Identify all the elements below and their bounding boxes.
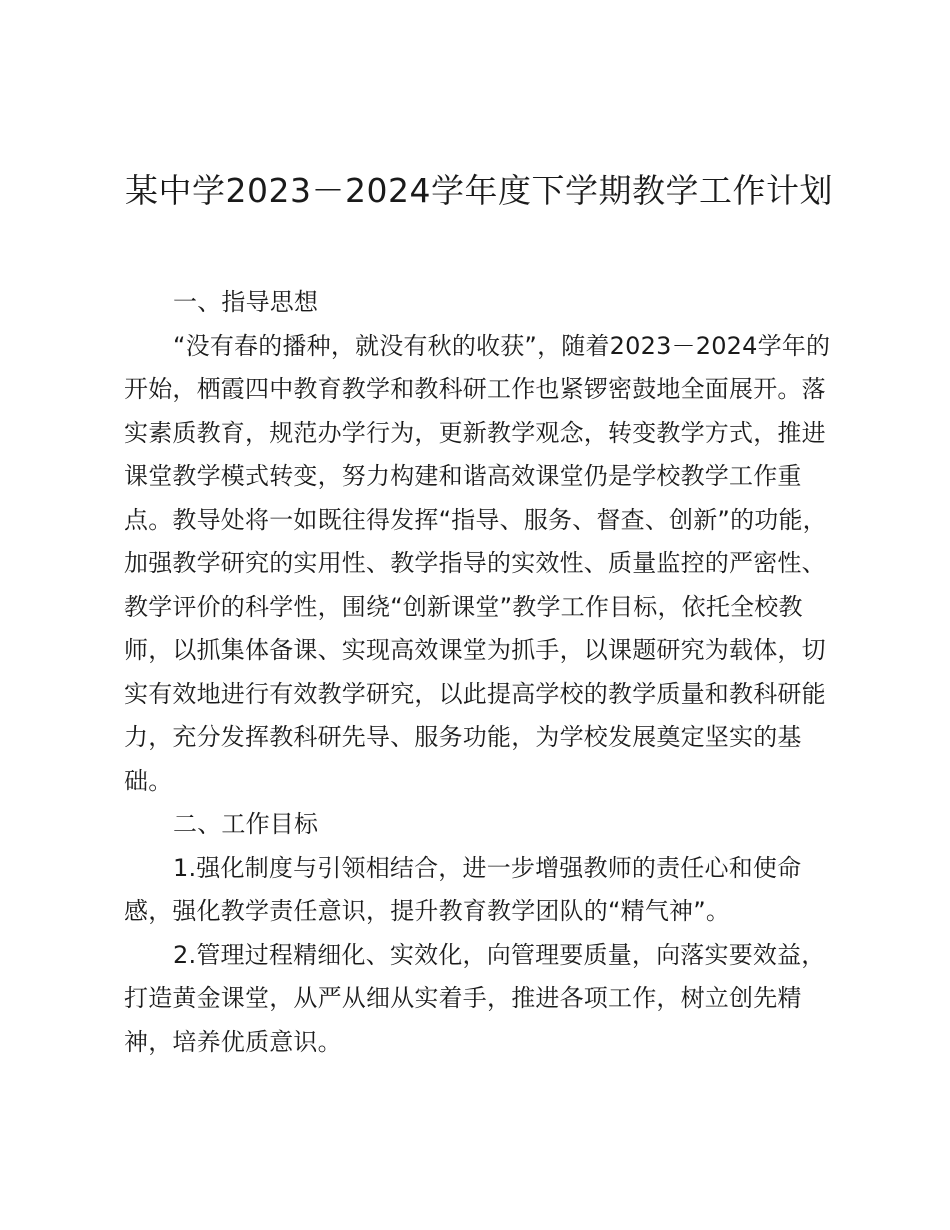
document-body	[124, 281, 836, 1064]
section-heading-guiding-ideology: 一、指导思想	[173, 288, 319, 316]
document-title: 某中学2023－2024学年度下学期教学工作计划	[125, 171, 833, 210]
paragraph-goal-2: 2.管理过程精细化、实效化，向管理要质量，向落实要效益，打造黄金课堂，从严从细从实着手，推进各项工作，树立创先精神，培养优质意识。	[124, 940, 826, 1056]
paragraph-guiding-ideology: “没有春的播种，就没有秋的收获”，随着2023－2024学年的开始，栖霞四中教育教学和教科研工作也紧锣密鼓地全面展开。落实素质教育，规范办学行为，更新教学观念，转变教学方式，推进课堂教学模式转变，努力构建和谐高效课堂仍是学校教学工作重点。教导处将一如既往得发挥“指导、服务、督查、创新”的功能，加强教学研究的实用性、教学指导的实效性、质量监控的严密性、教学评价的科学性，围绕“创新课堂”教学工作目标，依托全校教师，以抓集体备课、实现高效课堂为抓手，以课题研究为载体，切实有效地进行有效教学研究，以此提高学校的教学质量和教科研能力，充分发挥教科研先导、服务功能，为学校发展奠定坚实的基础。	[124, 331, 831, 795]
section-heading-work-goals: 二、工作目标	[173, 810, 319, 838]
paragraph-goal-1: 1.强化制度与引领相结合，进一步增强教师的责任心和使命感，强化教学责任意识，提升教育教学团队的“精气神”。	[124, 853, 802, 925]
